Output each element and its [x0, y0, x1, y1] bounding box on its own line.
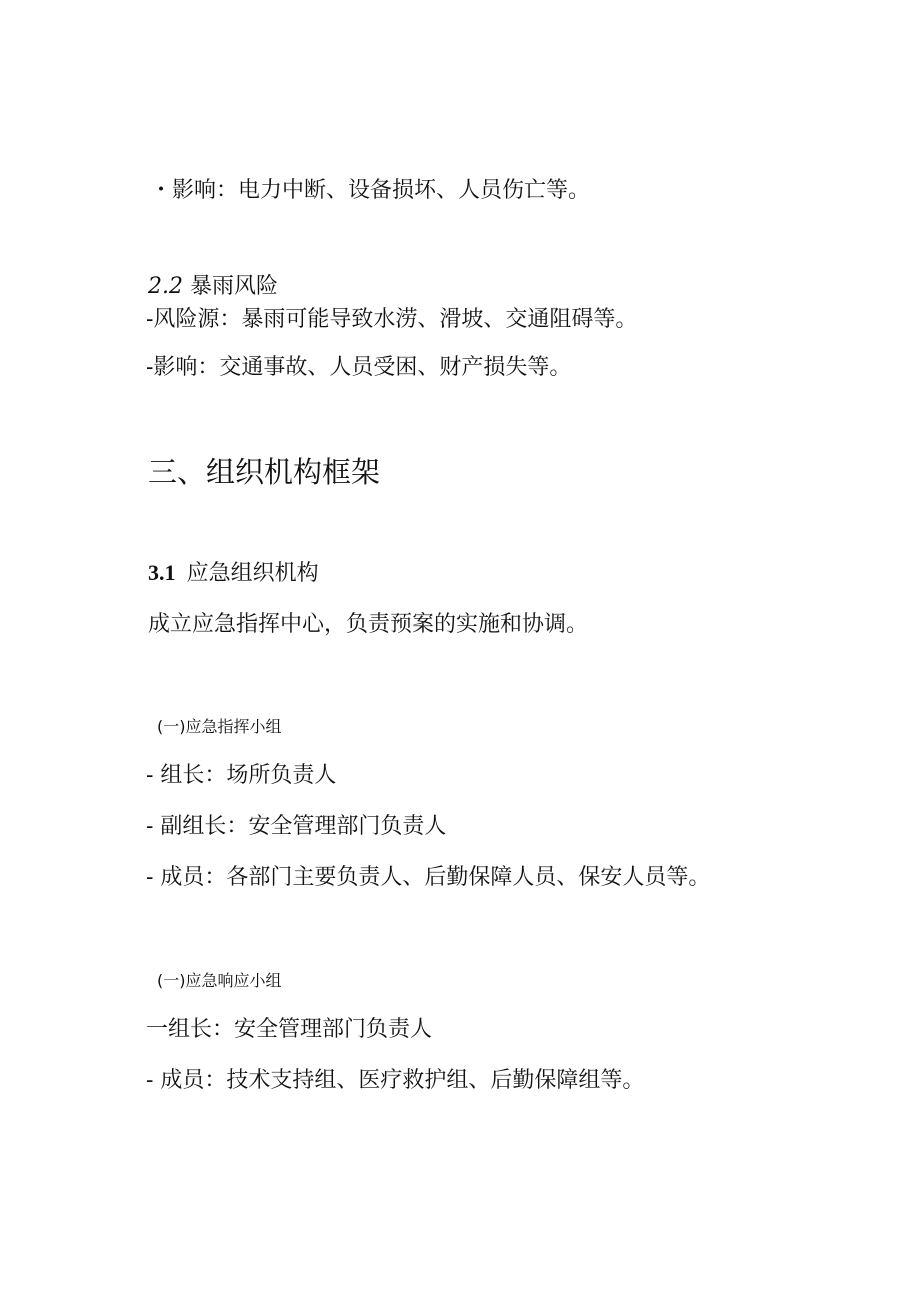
response-group-title: (一)应急响应小组: [157, 971, 282, 990]
list-item: 一组长：安全管理部门负责人: [146, 1017, 433, 1042]
list-item: - 组长：场所负责人: [146, 763, 337, 788]
section-description: 成立应急指挥中心，负责预案的实施和协调。: [148, 612, 589, 637]
impact-line-2-1: ・影响：电力中断、设备损坏、人员伤亡等。: [150, 178, 591, 203]
section-number: 2.2: [148, 274, 183, 299]
list-item: - 副组长：安全管理部门负责人: [146, 814, 447, 839]
chapter-title: 三、组织机构框架: [148, 455, 381, 489]
impact-line-2-2: -影响：交通事故、人员受困、财产损失等。: [146, 355, 572, 380]
risk-source-line: -风险源：暴雨可能导致水涝、滑坡、交通阻碍等。: [146, 307, 638, 332]
section-number: 3.1: [148, 560, 176, 585]
list-item: - 成员：技术支持组、医疗救护组、后勤保障组等。: [146, 1068, 645, 1093]
command-group-title: (一)应急指挥小组: [157, 717, 282, 736]
section-heading-2-2: [148, 276, 278, 298]
section-heading-3-1: [148, 562, 319, 585]
section-title: 应急组织机构: [186, 561, 319, 586]
section-title: 暴雨风险: [190, 274, 279, 299]
list-item: - 成员：各部门主要负责人、后勤保障人员、保安人员等。: [146, 865, 711, 890]
